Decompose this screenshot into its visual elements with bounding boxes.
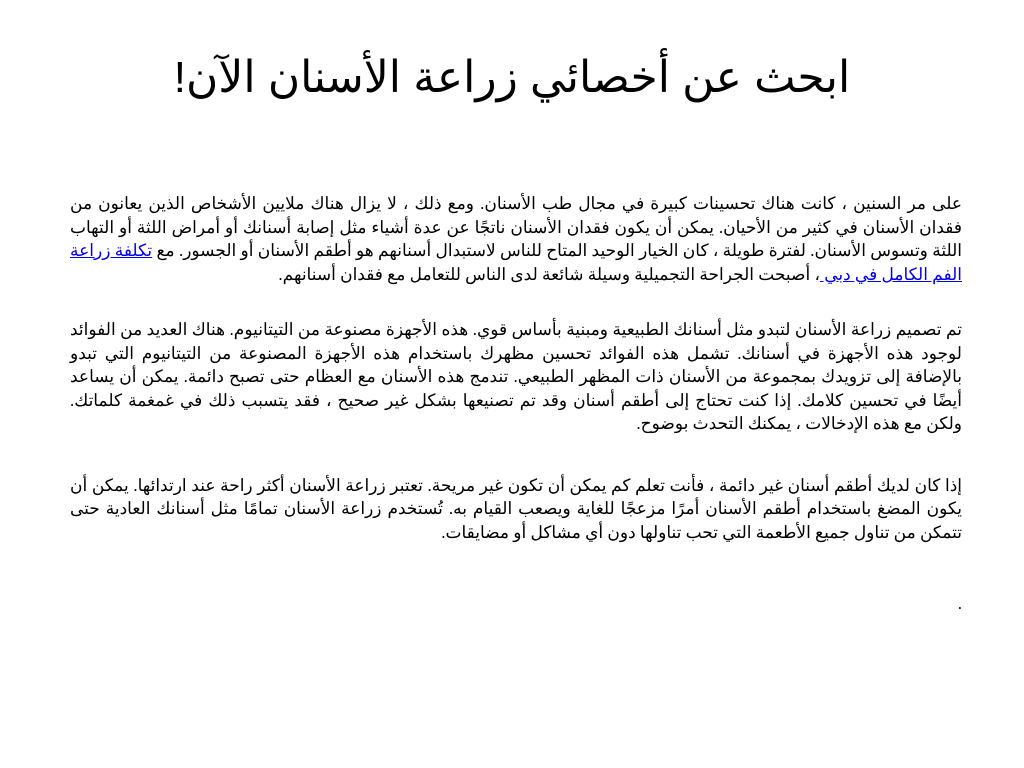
slide-title: ابحث عن أخصائي زراعة الأسنان الآن!: [173, 53, 851, 102]
paragraph-intro-text: على مر السنين ، كانت هناك تحسينات كبيرة في مجال طب الأسنان. ومع ذلك ، لا يزال هناك ملايين الأشخاص الذين يعانون من فقدان الأسنان في كثير من الأحيان. يمكن أن يكون فقدان الأسنان ناتجًا عن عدة أشياء مثل إصابة أسنانك أو أمراض اللثة أو التهاب اللثة وتسوس الأسنان. لفترة طويلة ، كان الخيار الوحيد المتاح للناس لاستبدال أسنانهم هو أطقم الأسنان أو الجسور. مع: [70, 194, 962, 260]
paragraph-intro: [70, 192, 962, 286]
paragraph-comfort: إذا كان لديك أطقم أسنان غير دائمة ، فأنت تعلم كم يمكن أن تكون غير مريحة. تعتبر زراعة الأسنان أكثر راحة عند ارتدائها. يمكن أن يكون المضغ باستخدام أطقم الأسنان أمرًا مزعجًا للغاية ويصعب القيام به. تُستخدم زراعة الأسنان تمامًا مثل أسنانك العادية حتى تتمكن من تناول جميع الأطعمة التي تحب تناولها دون أي مشاكل أو مضايقات.: [70, 475, 962, 542]
slide-body: [70, 192, 962, 650]
paragraph-intro-text-end: ، أصبحت الجراحة التجميلية وسيلة شائعة لدى الناس للتعامل مع فقدان أسنانهم.: [278, 264, 820, 284]
trailing-dot: .: [957, 594, 962, 613]
full-mouth-implant-cost-link[interactable]: تكلفة زراعة الفم الكامل في دبي: [70, 241, 962, 284]
paragraph-implant-benefits: تم تصميم زراعة الأسنان لتبدو مثل أسنانك الطبيعية ومبنية بأساس قوي. هذه الأجهزة مصنوعة من التيتانيوم. هناك العديد من الفوائد لوجود هذه الأجهزة في أسنانك. تشمل هذه الفوائد تحسين مظهرك باستخدام هذه الأجهزة المصنوعة من التيتانيوم التي تبدو بالإضافة إلى تزويدك بمجموعة من الأسنان ذات المظهر الطبيعي. تندمج هذه الأسنان مع العظام حتى تصبح دائمة. يمكن أن يساعد أيضًا في تحسين كلامك. إذا كنت تحتاج إلى أطقم أسنان وقد تم تصنيعها بشكل غير صحيح ، فقد يتسبب ذلك في غمغمة كلماتك. ولكن مع هذه الإدخالات ، يمكنك التحدث بوضوح.: [70, 320, 962, 433]
